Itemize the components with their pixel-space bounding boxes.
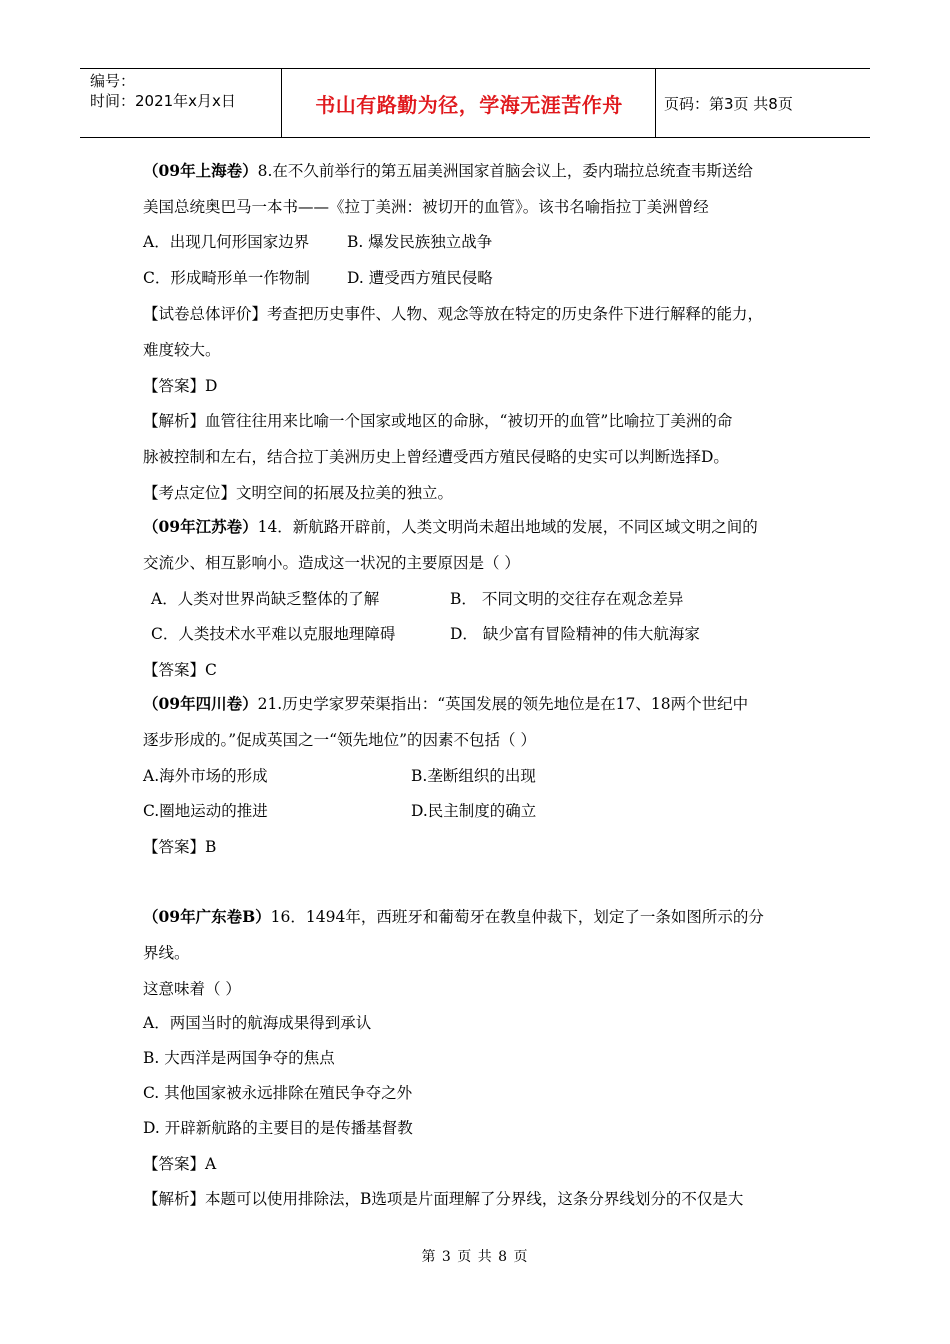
- header-meta: [90, 71, 285, 111]
- header-divider: [655, 69, 656, 137]
- q1-analysis-cont: 脉被控制和左右，结合拉丁美洲历史上曾经遭受西方殖民侵略的史实可以判断选择D。: [143, 448, 729, 466]
- q4-analysis: 【解析】本题可以使用排除法，B选项是片面理解了分界线，这条分界线划分的不仅是大: [143, 1190, 744, 1208]
- page-footer: 第 3 页 共 8 页: [421, 1249, 529, 1265]
- q1-option-d: D. 遭受西方殖民侵略: [347, 269, 493, 287]
- page-header: [80, 68, 870, 138]
- q4-line2: 界线。: [143, 944, 190, 962]
- q2-option-a: A．人类对世界尚缺乏整体的了解: [151, 590, 380, 608]
- q2-line1: （09年江苏卷）14．新航路开辟前，人类文明尚未超出地域的发展，不同区域文明之间的: [143, 517, 758, 536]
- q4-line1: （09年广东卷B）16．1494年，西班牙和葡萄牙在教皇仲裁下，划定了一条如图所示的分: [143, 907, 764, 926]
- q4-option-d: D. 开辟新航路的主要目的是传播基督教: [143, 1119, 413, 1137]
- q3-line2: 逐步形成的。”促成英国之一“领先地位”的因素不包括（ ）: [143, 731, 536, 749]
- q1-answer: 【答案】D: [143, 377, 218, 395]
- q1-option-b: B. 爆发民族独立战争: [347, 233, 493, 251]
- q1-evaluation: 【试卷总体评价】考查把历史事件、人物、观念等放在特定的历史条件下进行解释的能力，: [143, 305, 764, 323]
- q1-key-point: 【考点定位】文明空间的拓展及拉美的独立。: [143, 484, 454, 502]
- q1-line2: 美国总统奥巴马一本书——《拉丁美洲：被切开的血管》。该书名喻指拉丁美洲曾经: [143, 198, 709, 216]
- q4-option-a: A．两国当时的航海成果得到承认: [143, 1014, 372, 1032]
- q1-option-a: A．出现几何形国家边界: [143, 233, 310, 251]
- q3-option-d: D.民主制度的确立: [411, 802, 537, 820]
- q3-option-c: C.圈地运动的推进: [143, 802, 268, 820]
- header-divider: [281, 69, 282, 137]
- q2-line2: 交流少、相互影响小。造成这一状况的主要原因是（ ）: [143, 554, 520, 572]
- q3-option-a: A.海外市场的形成: [143, 767, 268, 785]
- header-motto: 书山有路勤为径，学海无涯苦作舟: [315, 92, 623, 117]
- q4-answer: 【答案】A: [143, 1155, 217, 1173]
- q2-option-b: B． 不同文明的交往存在观念差异: [450, 590, 684, 608]
- q2-source: （09年江苏卷）: [143, 517, 258, 536]
- q2-answer: 【答案】C: [143, 661, 217, 679]
- q2-option-d: D． 缺少富有冒险精神的伟大航海家: [450, 625, 700, 643]
- q1-option-c: C．形成畸形单一作物制: [143, 269, 310, 287]
- q2-option-c: C．人类技术水平难以克服地理障碍: [151, 625, 396, 643]
- q4-option-b: B. 大西洋是两国争夺的焦点: [143, 1049, 335, 1067]
- q4-source: （09年广东卷B）: [143, 907, 271, 926]
- document-time: 时间：2021年x月x日: [90, 92, 236, 110]
- document-number: 编号：: [90, 72, 136, 90]
- header-page-number: 页码：第3页 共8页: [664, 94, 793, 113]
- q3-line1: （09年四川卷）21.历史学家罗荣渠指出：“英国发展的领先地位是在17、18两个世纪中: [143, 694, 749, 713]
- q3-answer: 【答案】B: [143, 838, 217, 856]
- q1-evaluation-cont: 难度较大。: [143, 341, 221, 359]
- q3-source: （09年四川卷）: [143, 694, 258, 713]
- q1-analysis: 【解析】血管往往用来比喻一个国家或地区的命脉，“被切开的血管”比喻拉丁美洲的命: [143, 412, 733, 430]
- q1-line1: （09年上海卷）8.在不久前举行的第五届美洲国家首脑会议上，委内瑞拉总统查韦斯送给: [143, 161, 753, 180]
- q4-line3: 这意味着（ ）: [143, 980, 241, 998]
- q4-option-c: C. 其他国家被永远排除在殖民争夺之外: [143, 1084, 413, 1102]
- q1-source: （09年上海卷）: [143, 161, 258, 180]
- q3-option-b: B.垄断组织的出现: [411, 767, 536, 785]
